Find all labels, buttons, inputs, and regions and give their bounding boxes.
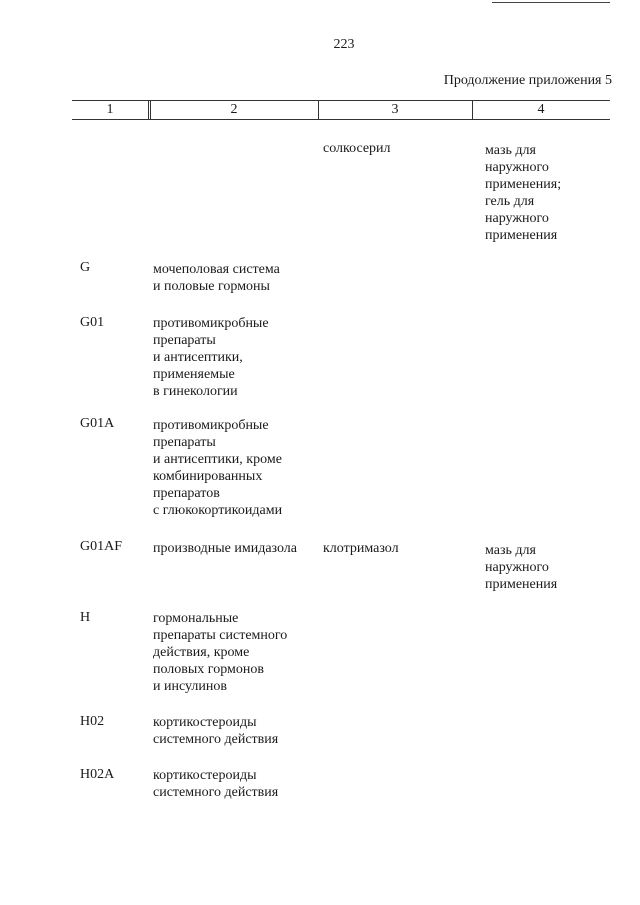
table-row-code: H (80, 610, 91, 625)
table-row-code: G01A (80, 416, 115, 431)
table-row-name: противомикробные препараты и антисептики, кроме комбинированных препаратов с глюкокортикоидами (153, 418, 283, 518)
table-row-name: противомикробные препараты и антисептики, применяемые в гинекологии (153, 316, 269, 399)
table-row-name: кортикостероиды системного действия (153, 715, 279, 747)
table-row-code: H02 (80, 714, 105, 729)
header-col-1: 1 (106, 102, 114, 117)
table-row-drug: солкосерил (323, 141, 391, 156)
table-row-code: H02A (80, 767, 115, 782)
table-row-code: G01AF (80, 539, 123, 554)
table-row-name: мочеполовая система и половые гормоны (153, 262, 280, 294)
table-row-code: G01 (80, 315, 105, 330)
header-col-4: 4 (537, 102, 545, 117)
table-row-code: G (80, 260, 91, 275)
page-number: 223 (333, 37, 355, 52)
table-row-form: мазь для наружного применения (485, 543, 558, 592)
table-row-form: мазь для наружного применения; гель для наружного применения (485, 143, 562, 243)
table-row-name: производные имидазола (153, 541, 298, 556)
appendix-continuation-label: Продолжение приложения 5 (443, 73, 612, 88)
header-col-3: 3 (391, 102, 399, 117)
header-separator (148, 101, 149, 119)
header-col-2: 2 (230, 102, 238, 117)
table-row-name: кортикостероиды системного действия (153, 768, 279, 800)
top-rule (492, 2, 610, 3)
table-header-row (72, 100, 610, 120)
table-row-name: гормональные препараты системного действия, кроме половых гормонов и инсулинов (153, 611, 288, 694)
table-row-drug: клотримазол (323, 541, 399, 556)
